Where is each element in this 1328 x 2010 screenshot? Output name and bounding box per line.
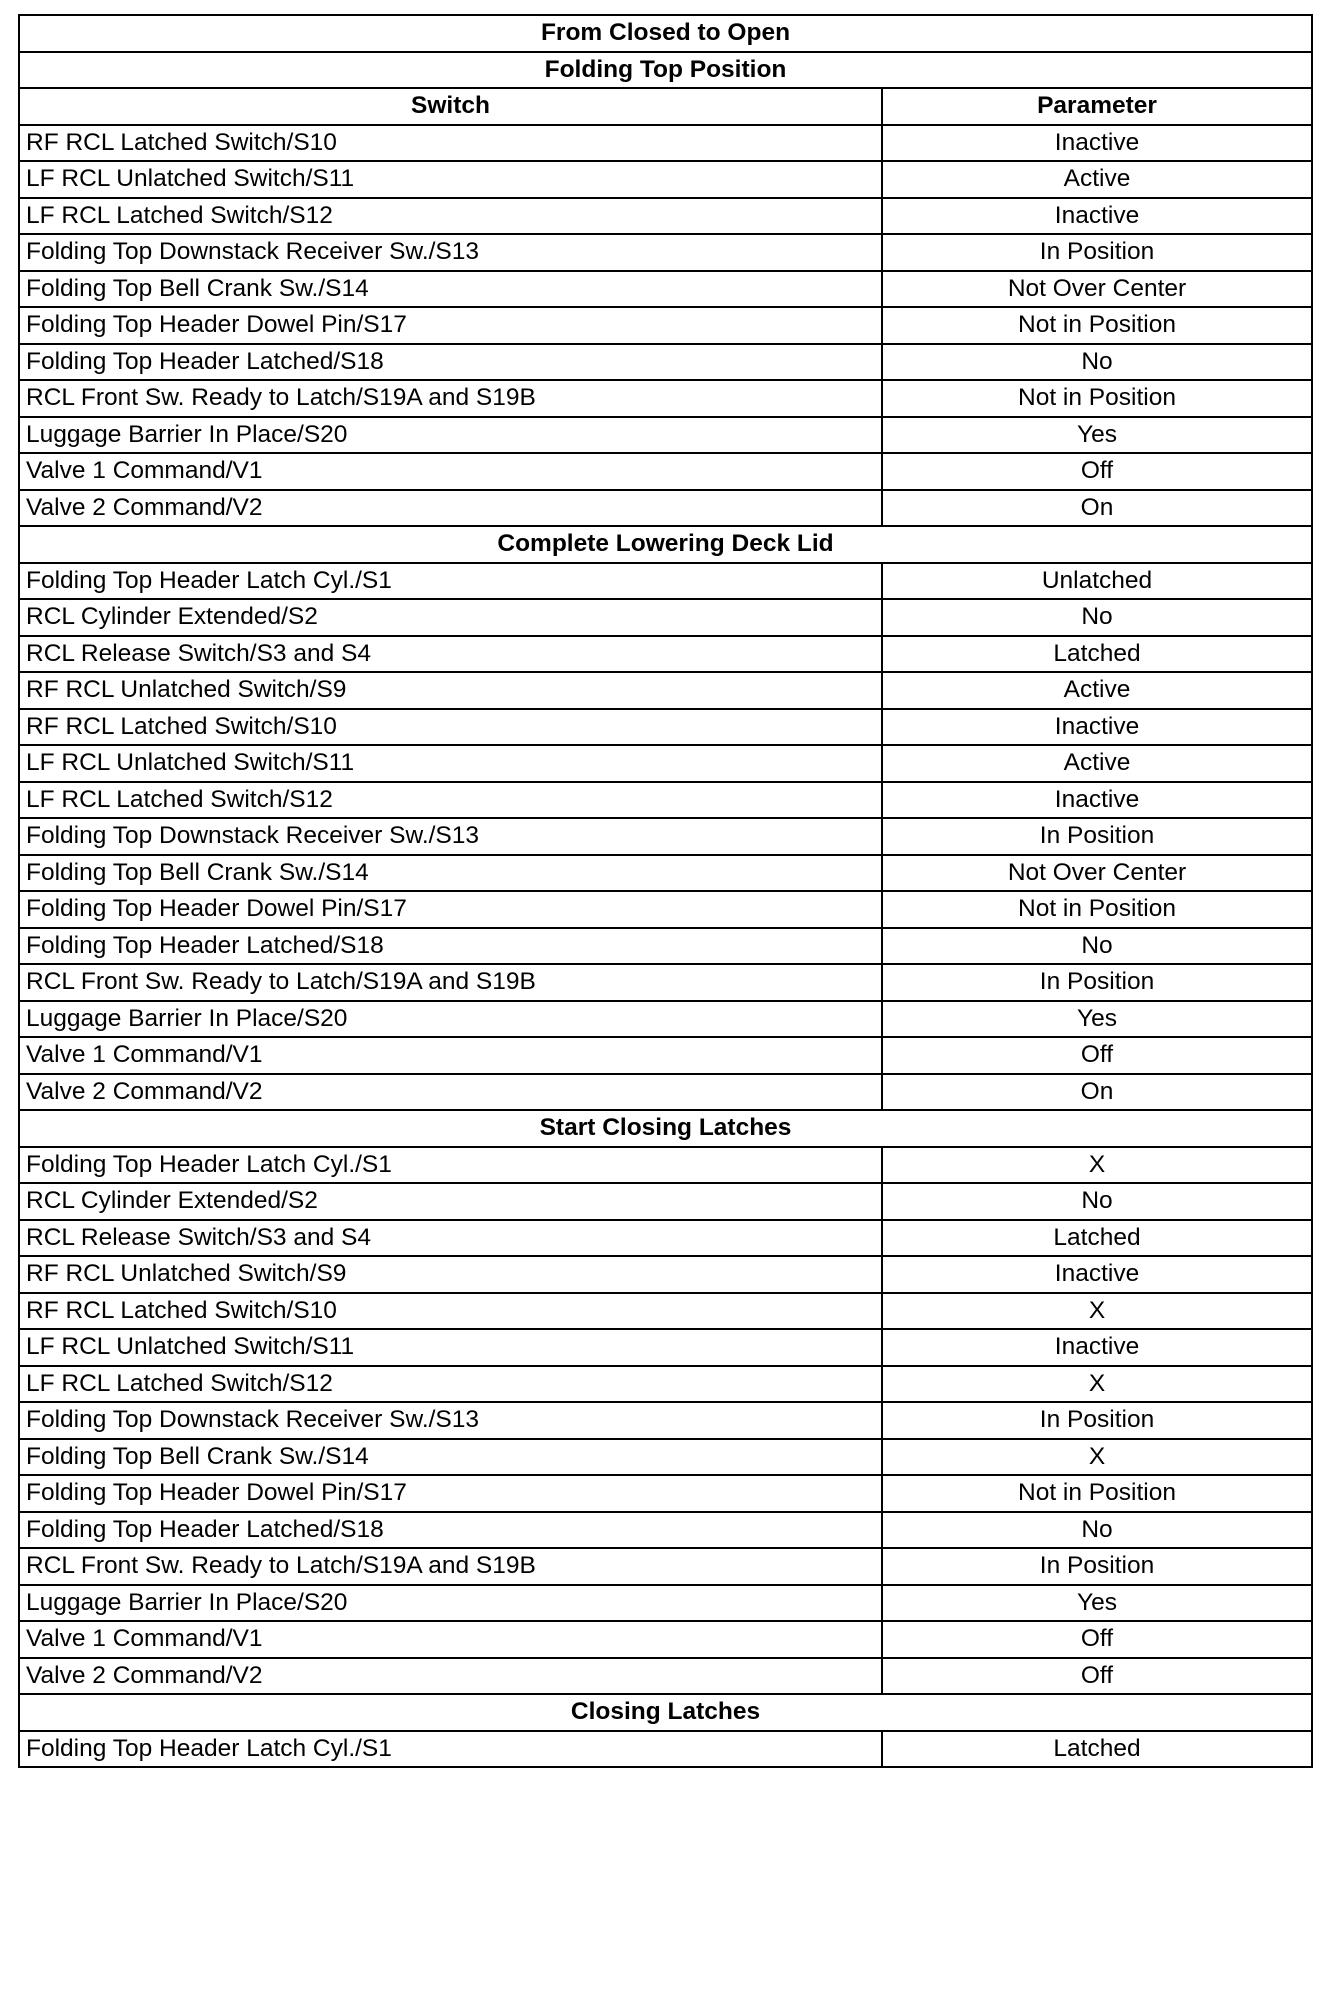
switch-cell: Folding Top Downstack Receiver Sw./S13 xyxy=(19,818,882,855)
table-row xyxy=(19,1402,1312,1439)
table-row xyxy=(19,380,1312,417)
table-row xyxy=(19,818,1312,855)
table-row xyxy=(19,1147,1312,1184)
table-row xyxy=(19,1658,1312,1695)
switch-cell: Valve 2 Command/V2 xyxy=(19,1074,882,1111)
switch-cell: RF RCL Latched Switch/S10 xyxy=(19,1293,882,1330)
table-row xyxy=(19,1512,1312,1549)
table-row xyxy=(19,234,1312,271)
parameter-cell: Inactive xyxy=(882,782,1312,819)
switch-cell: Luggage Barrier In Place/S20 xyxy=(19,1585,882,1622)
table-row xyxy=(19,1366,1312,1403)
table-row xyxy=(19,745,1312,782)
parameter-cell: On xyxy=(882,490,1312,527)
table-row xyxy=(19,1475,1312,1512)
parameter-cell: Not Over Center xyxy=(882,855,1312,892)
table-row xyxy=(19,1731,1312,1768)
section-heading: Start Closing Latches xyxy=(19,1110,1312,1147)
switch-cell: LF RCL Unlatched Switch/S11 xyxy=(19,745,882,782)
switch-cell: Folding Top Header Latched/S18 xyxy=(19,1512,882,1549)
switch-cell: LF RCL Latched Switch/S12 xyxy=(19,1366,882,1403)
switch-cell: Folding Top Header Dowel Pin/S17 xyxy=(19,1475,882,1512)
title-row xyxy=(19,15,1312,52)
table-row xyxy=(19,1329,1312,1366)
parameter-cell: No xyxy=(882,599,1312,636)
parameter-cell: Inactive xyxy=(882,125,1312,162)
parameter-cell: In Position xyxy=(882,818,1312,855)
parameter-cell: In Position xyxy=(882,1402,1312,1439)
parameter-cell: Latched xyxy=(882,1731,1312,1768)
parameter-cell: Not in Position xyxy=(882,1475,1312,1512)
parameter-cell: Latched xyxy=(882,1220,1312,1257)
parameter-cell: In Position xyxy=(882,1548,1312,1585)
parameter-cell: Inactive xyxy=(882,198,1312,235)
table-row xyxy=(19,417,1312,454)
switch-cell: RCL Front Sw. Ready to Latch/S19A and S19B xyxy=(19,964,882,1001)
table-row xyxy=(19,1293,1312,1330)
switch-cell: RCL Front Sw. Ready to Latch/S19A and S19B xyxy=(19,1548,882,1585)
switch-cell: Folding Top Bell Crank Sw./S14 xyxy=(19,855,882,892)
parameter-cell: In Position xyxy=(882,964,1312,1001)
parameter-cell: Not Over Center xyxy=(882,271,1312,308)
switch-cell: LF RCL Latched Switch/S12 xyxy=(19,782,882,819)
switch-cell: Folding Top Downstack Receiver Sw./S13 xyxy=(19,234,882,271)
switch-cell: RCL Cylinder Extended/S2 xyxy=(19,599,882,636)
table-row xyxy=(19,125,1312,162)
table-row xyxy=(19,636,1312,673)
table-row xyxy=(19,1183,1312,1220)
parameter-cell: Active xyxy=(882,745,1312,782)
switch-cell: RF RCL Unlatched Switch/S9 xyxy=(19,672,882,709)
table-row xyxy=(19,1585,1312,1622)
parameter-cell: Yes xyxy=(882,1585,1312,1622)
section-heading: Closing Latches xyxy=(19,1694,1312,1731)
parameter-cell: X xyxy=(882,1293,1312,1330)
section-heading-row xyxy=(19,52,1312,89)
switch-cell: Luggage Barrier In Place/S20 xyxy=(19,417,882,454)
parameter-cell: Not in Position xyxy=(882,891,1312,928)
column-header-row xyxy=(19,88,1312,125)
parameter-cell: Inactive xyxy=(882,1256,1312,1293)
table-row xyxy=(19,344,1312,381)
section-heading-row xyxy=(19,1694,1312,1731)
table-row xyxy=(19,964,1312,1001)
table-row xyxy=(19,599,1312,636)
table-row xyxy=(19,1074,1312,1111)
switch-cell: RCL Release Switch/S3 and S4 xyxy=(19,1220,882,1257)
table-row xyxy=(19,1621,1312,1658)
table-title: From Closed to Open xyxy=(19,15,1312,52)
switch-cell: Luggage Barrier In Place/S20 xyxy=(19,1001,882,1038)
parameter-cell: Not in Position xyxy=(882,307,1312,344)
switch-cell: Folding Top Header Latched/S18 xyxy=(19,928,882,965)
table-body xyxy=(19,15,1312,1767)
parameter-cell: X xyxy=(882,1147,1312,1184)
switch-cell: LF RCL Unlatched Switch/S11 xyxy=(19,1329,882,1366)
table-row xyxy=(19,1220,1312,1257)
table-row xyxy=(19,709,1312,746)
parameter-cell: Inactive xyxy=(882,1329,1312,1366)
switch-cell: RCL Cylinder Extended/S2 xyxy=(19,1183,882,1220)
parameter-cell: X xyxy=(882,1366,1312,1403)
parameter-cell: Inactive xyxy=(882,709,1312,746)
parameter-cell: Off xyxy=(882,453,1312,490)
switch-cell: Valve 2 Command/V2 xyxy=(19,490,882,527)
table-row xyxy=(19,1001,1312,1038)
parameter-cell: In Position xyxy=(882,234,1312,271)
table-row xyxy=(19,1548,1312,1585)
parameter-cell: Off xyxy=(882,1658,1312,1695)
table-row xyxy=(19,1037,1312,1074)
parameter-cell: No xyxy=(882,928,1312,965)
parameter-cell: X xyxy=(882,1439,1312,1476)
switch-cell: RF RCL Latched Switch/S10 xyxy=(19,709,882,746)
switch-cell: Folding Top Header Latch Cyl./S1 xyxy=(19,563,882,600)
table-row xyxy=(19,855,1312,892)
table-row xyxy=(19,672,1312,709)
switch-cell: Valve 1 Command/V1 xyxy=(19,1037,882,1074)
table-row xyxy=(19,1439,1312,1476)
table-row xyxy=(19,928,1312,965)
switch-cell: Folding Top Header Latched/S18 xyxy=(19,344,882,381)
section-heading-row xyxy=(19,526,1312,563)
switch-cell: Folding Top Header Latch Cyl./S1 xyxy=(19,1147,882,1184)
table-row xyxy=(19,161,1312,198)
table-row xyxy=(19,198,1312,235)
switch-cell: LF RCL Latched Switch/S12 xyxy=(19,198,882,235)
switch-cell: Folding Top Bell Crank Sw./S14 xyxy=(19,1439,882,1476)
table-row xyxy=(19,271,1312,308)
table-row xyxy=(19,307,1312,344)
switch-cell: RCL Front Sw. Ready to Latch/S19A and S19B xyxy=(19,380,882,417)
switch-cell: RF RCL Unlatched Switch/S9 xyxy=(19,1256,882,1293)
switch-cell: Valve 1 Command/V1 xyxy=(19,1621,882,1658)
table-row xyxy=(19,782,1312,819)
table-row xyxy=(19,453,1312,490)
switch-cell: Folding Top Header Dowel Pin/S17 xyxy=(19,891,882,928)
parameter-cell: Off xyxy=(882,1037,1312,1074)
switch-cell: Folding Top Downstack Receiver Sw./S13 xyxy=(19,1402,882,1439)
parameter-cell: On xyxy=(882,1074,1312,1111)
parameter-cell: Active xyxy=(882,672,1312,709)
parameter-cell: Latched xyxy=(882,636,1312,673)
parameter-cell: Yes xyxy=(882,1001,1312,1038)
section-heading: Folding Top Position xyxy=(19,52,1312,89)
switch-cell: Folding Top Header Latch Cyl./S1 xyxy=(19,1731,882,1768)
table-row xyxy=(19,490,1312,527)
switch-cell: Valve 1 Command/V1 xyxy=(19,453,882,490)
parameter-cell: Unlatched xyxy=(882,563,1312,600)
parameter-cell: No xyxy=(882,1512,1312,1549)
column-header-switch: Switch xyxy=(19,88,882,125)
table-row xyxy=(19,563,1312,600)
section-heading: Complete Lowering Deck Lid xyxy=(19,526,1312,563)
parameter-cell: Active xyxy=(882,161,1312,198)
switch-cell: Folding Top Header Dowel Pin/S17 xyxy=(19,307,882,344)
table-row xyxy=(19,1256,1312,1293)
switch-cell: Valve 2 Command/V2 xyxy=(19,1658,882,1695)
switch-cell: RF RCL Latched Switch/S10 xyxy=(19,125,882,162)
switch-cell: LF RCL Unlatched Switch/S11 xyxy=(19,161,882,198)
switch-parameter-table xyxy=(18,14,1313,1768)
parameter-cell: Not in Position xyxy=(882,380,1312,417)
table-row xyxy=(19,891,1312,928)
parameter-cell: Off xyxy=(882,1621,1312,1658)
parameter-cell: No xyxy=(882,344,1312,381)
parameter-cell: Yes xyxy=(882,417,1312,454)
section-heading-row xyxy=(19,1110,1312,1147)
parameter-cell: No xyxy=(882,1183,1312,1220)
switch-cell: Folding Top Bell Crank Sw./S14 xyxy=(19,271,882,308)
switch-cell: RCL Release Switch/S3 and S4 xyxy=(19,636,882,673)
column-header-parameter: Parameter xyxy=(882,88,1312,125)
